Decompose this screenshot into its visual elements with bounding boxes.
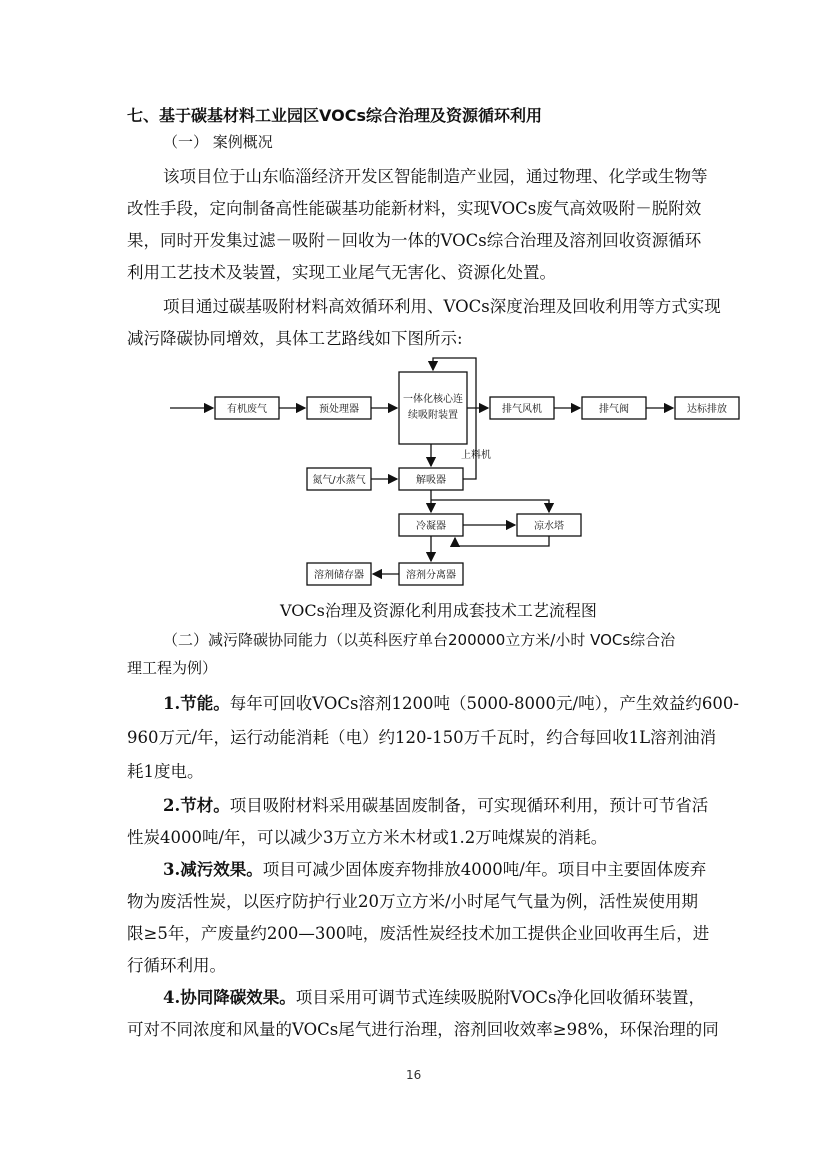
item3-title: 3.减污效果。 bbox=[163, 860, 263, 879]
para1-line: 果，同时开发集过滤－吸附－回收为一体的VOCs综合治理及溶剂回收资源循环 bbox=[127, 231, 702, 250]
item2-text: 项目吸附材料采用碳基固废制备，可实现循环利用，预计可节省活 bbox=[229, 796, 709, 815]
para1-line: 利用工艺技术及装置，实现工业尾气无害化、资源化处置。 bbox=[127, 263, 556, 282]
label-steam: 氮气/水蒸气 bbox=[312, 475, 366, 486]
section-heading: 七、基于碳基材料工业园区VOCs综合治理及资源循环利用 bbox=[127, 106, 542, 125]
figure-caption: VOCs治理及资源化利用成套技术工艺流程图 bbox=[280, 601, 597, 620]
item1-line: 耗1度电。 bbox=[127, 762, 204, 781]
para1-line: 该项目位于山东临淄经济开发区智能制造产业园，通过物理、化学或生物等 bbox=[163, 167, 708, 186]
label-feeder: 上料机 bbox=[461, 450, 491, 461]
item2-line: 性炭4000吨/年，可以减少3万立方米木材或1.2万吨煤炭的消耗。 bbox=[127, 828, 608, 847]
label-core-line1: 一体化核心连 bbox=[403, 394, 463, 405]
item2-line bbox=[163, 792, 708, 816]
item1-text: 每年可回收VOCs溶剂1200吨（5000-8000元/吨），产生效益约600- bbox=[229, 694, 739, 713]
para2-line: 项目通过碳基吸附材料高效循环利用、VOCs深度治理及回收利用等方式实现 bbox=[163, 297, 721, 316]
item4-title: 4.协同降碳效果。 bbox=[163, 988, 296, 1007]
para2-line: 减污降碳协同增效，具体工艺路线如下图所示: bbox=[127, 329, 463, 348]
subsection-heading-2: （二）减污降碳协同能力（以英科医疗单台200000立方米/小时 VOCs综合治 bbox=[163, 631, 676, 649]
page-number: 16 bbox=[406, 1068, 422, 1082]
label-discharge: 达标排放 bbox=[687, 404, 727, 415]
para1-line: 改性手段，定向制备高性能碳基功能新材料，实现VOCs废气高效吸附－脱附效 bbox=[127, 199, 702, 218]
item2-title: 2.节材。 bbox=[163, 796, 230, 815]
subsection-heading-2-cont: 理工程为例） bbox=[127, 659, 218, 677]
item4-line: 可对不同浓度和风量的VOCs尾气进行治理，溶剂回收效率≥98%，环保治理的同 bbox=[127, 1020, 719, 1039]
subsection-heading-1: （一） 案例概况 bbox=[163, 133, 273, 151]
label-core-line2: 续吸附装置 bbox=[408, 410, 458, 421]
item1-line: 960万元/年，运行动能消耗（电）约120-150万千瓦时，约合每回收1L溶剂油消 bbox=[127, 728, 717, 747]
item3-line bbox=[163, 856, 706, 880]
item4-text: 项目采用可调节式连续吸脱附VOCs净化回收循环装置， bbox=[295, 988, 705, 1007]
label-organic-gas: 有机废气 bbox=[227, 404, 267, 415]
item3-line: 限≥5年，产废量约200—300吨，废活性炭经技术加工提供企业回收再生后，进 bbox=[127, 924, 710, 943]
item3-text: 项目可减少固体废弃物排放4000吨/年。项目中主要固体废弃 bbox=[262, 860, 707, 879]
item1-title: 1.节能。 bbox=[163, 694, 230, 713]
label-cooling-tower: 凉水塔 bbox=[534, 521, 564, 532]
label-separator: 溶剂分离器 bbox=[406, 570, 456, 581]
item1-line bbox=[163, 690, 739, 714]
item3-line: 行循环利用。 bbox=[127, 956, 226, 975]
node-core-adsorber bbox=[399, 372, 467, 444]
label-desorber: 解吸器 bbox=[416, 475, 446, 486]
label-storage: 溶剂储存器 bbox=[314, 570, 364, 581]
label-pretreat: 预处理器 bbox=[319, 404, 359, 415]
item4-line bbox=[163, 984, 705, 1008]
label-fan: 排气风机 bbox=[502, 404, 542, 415]
label-valve: 排气阀 bbox=[599, 404, 629, 415]
item3-line: 物为废活性炭，以医疗防护行业20万立方米/小时尾气气量为例，活性炭使用期 bbox=[127, 892, 699, 911]
label-condenser: 冷凝器 bbox=[416, 521, 446, 532]
